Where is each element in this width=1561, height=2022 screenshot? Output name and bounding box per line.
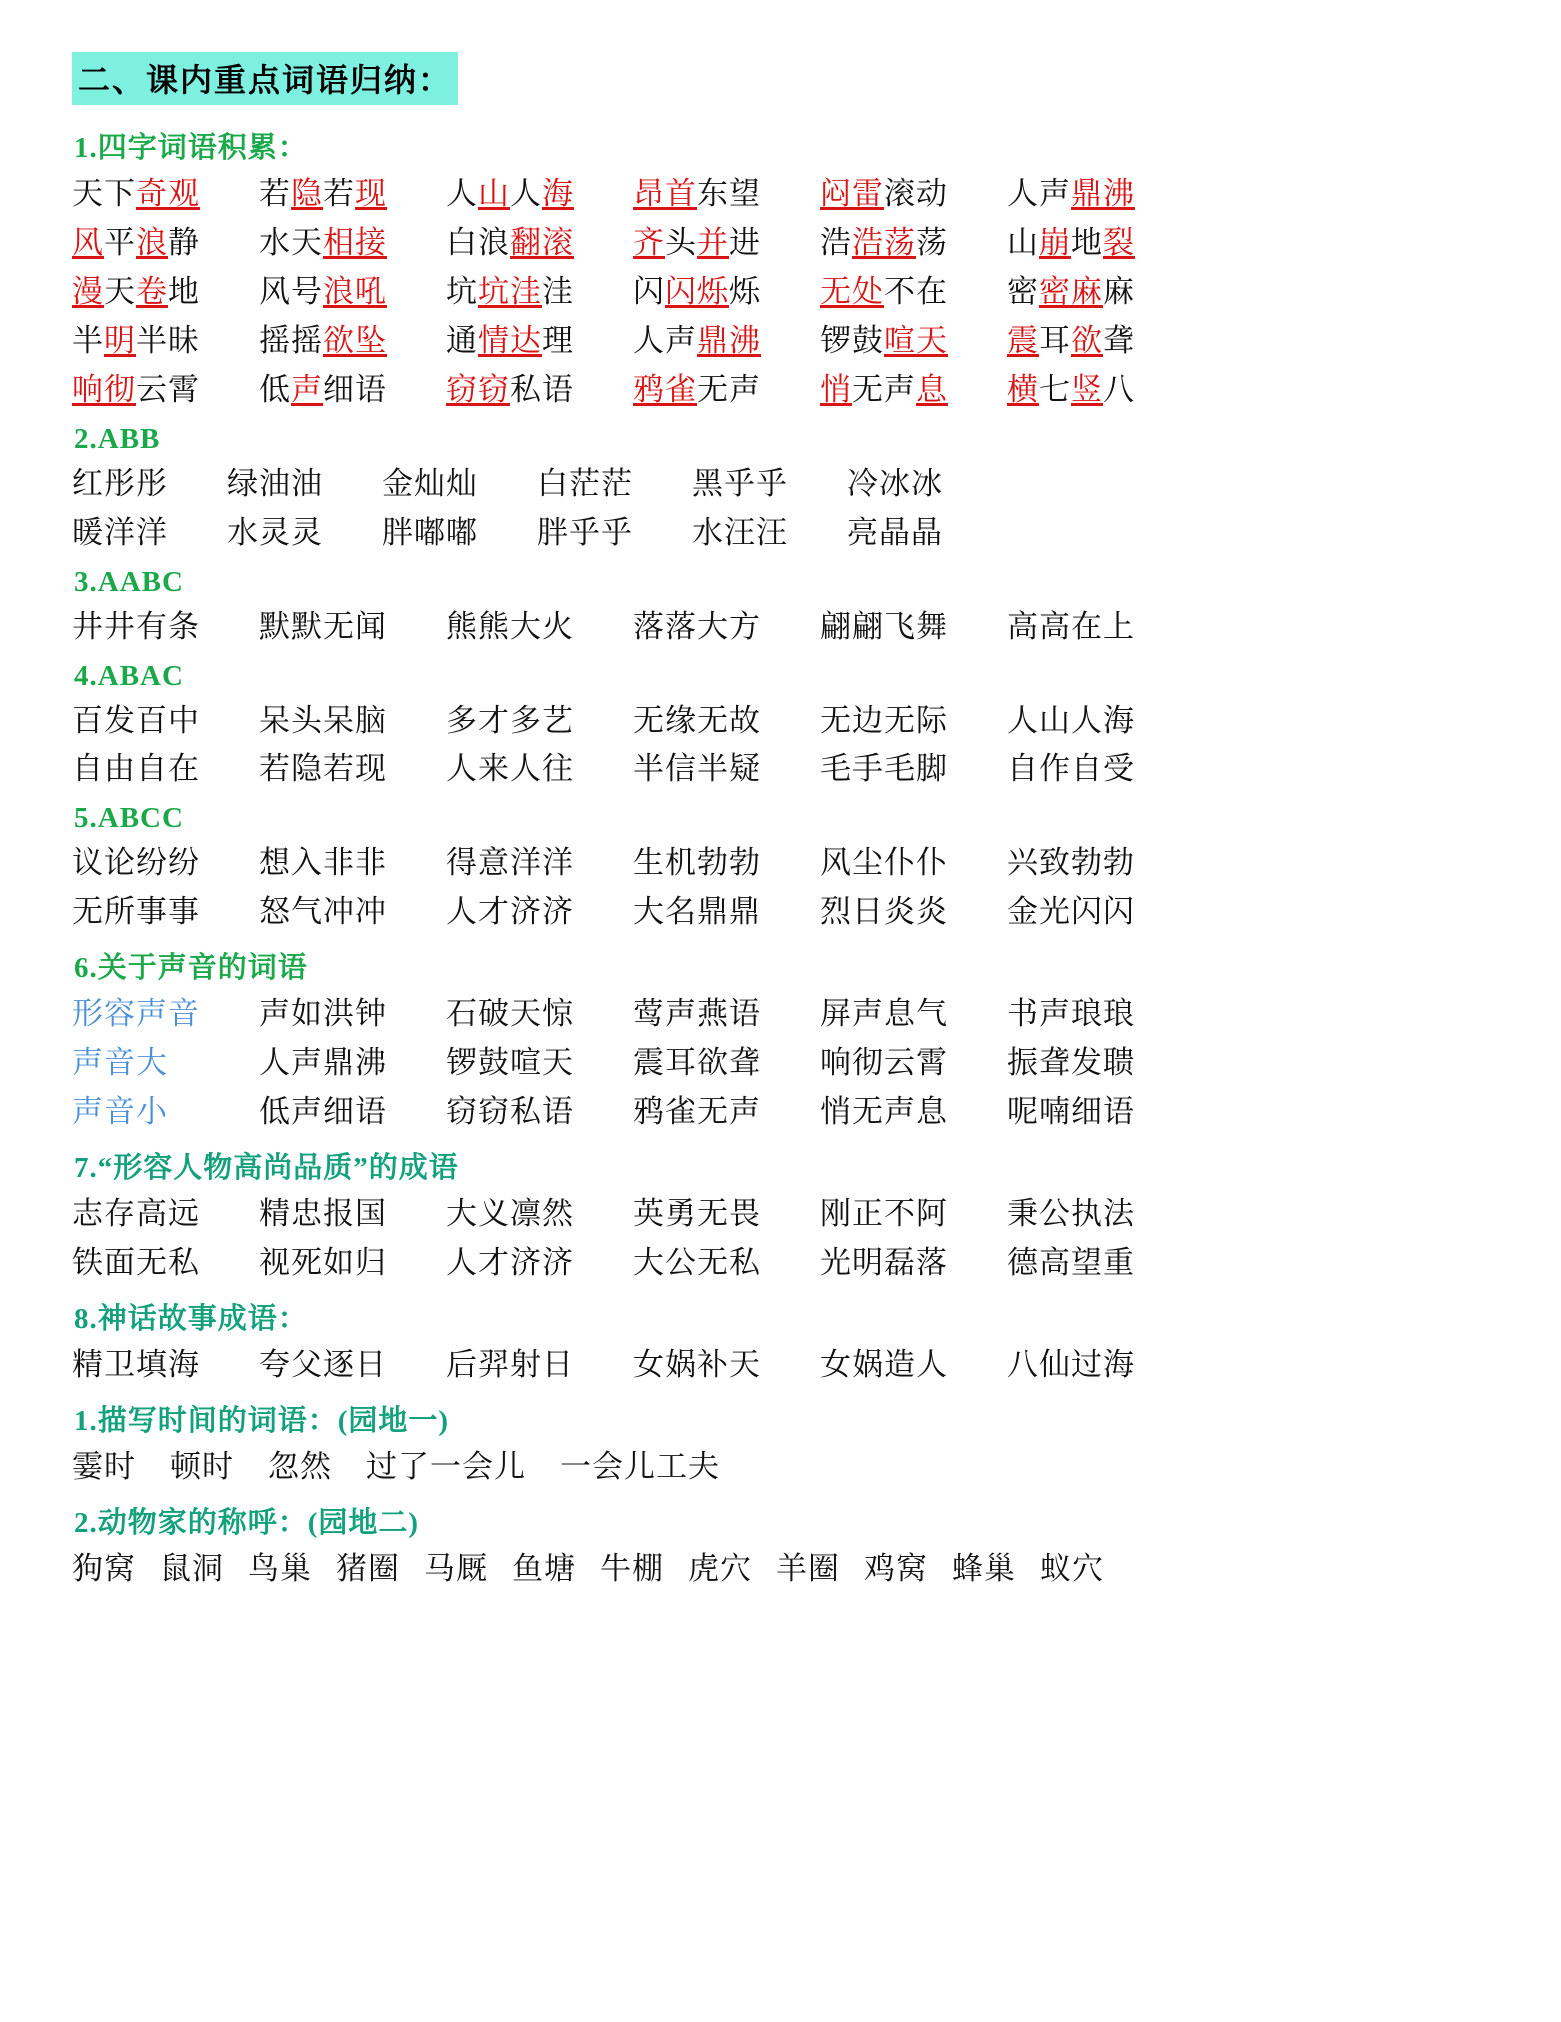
word-segment: 坑洼 — [478, 273, 542, 309]
word-segment: 锣鼓 — [820, 322, 884, 358]
word-cell — [72, 270, 259, 315]
word-cell: 刚正不阿 — [820, 1196, 948, 1232]
word-segment: 闪烁 — [665, 273, 729, 309]
word-cell: 窃窃私语 — [446, 1094, 574, 1130]
section-heading-8: 8.神话故事成语： — [74, 1302, 308, 1335]
word-segment: 竖 — [1071, 371, 1103, 407]
word-segment: 摇摇 — [259, 322, 323, 358]
word-cell: 呆头呆脑 — [259, 702, 387, 738]
word-cell: 怒气冲冲 — [259, 894, 387, 930]
word-cell: 书声琅琅 — [1007, 996, 1135, 1032]
word-cell: 顿时 — [170, 1448, 234, 1484]
word-cell: 屏声息气 — [820, 996, 948, 1032]
word-segment: 天下 — [72, 176, 136, 211]
word-segment: 云霄 — [136, 371, 200, 407]
word-segment: 无声 — [697, 371, 761, 407]
word-cell: 响彻云霄 — [820, 1045, 948, 1081]
word-cell: 莺声燕语 — [633, 996, 761, 1032]
word-segment: 鼎沸 — [1071, 176, 1135, 211]
word-segment: 私语 — [510, 371, 574, 407]
word-segment: 海 — [542, 176, 574, 211]
word-segment: 闷雷 — [820, 176, 884, 211]
word-cell: 震耳欲聋 — [633, 1045, 761, 1081]
section-heading-5: 5.ABCC — [74, 802, 184, 835]
word-segment: 荡 — [916, 224, 948, 260]
word-segment: 翻滚 — [510, 224, 574, 260]
word-segment: 耳 — [1039, 322, 1071, 358]
section-body-4 — [72, 699, 1489, 793]
word-cell: 八仙过海 — [1007, 1346, 1135, 1382]
word-cell — [259, 172, 446, 217]
word-cell: 振聋发聩 — [1007, 1045, 1135, 1081]
word-cell: 井井有条 — [72, 608, 200, 644]
word-cell: 精忠报国 — [259, 1196, 387, 1232]
word-cell — [72, 368, 259, 413]
word-segment: 静 — [168, 224, 200, 260]
section-body-1 — [72, 172, 1489, 413]
word-cell: 蚁穴 — [1040, 1550, 1104, 1586]
word-segment: 裂 — [1103, 224, 1135, 260]
word-cell — [633, 221, 820, 266]
word-segment: 不在 — [884, 273, 948, 309]
word-segment: 响彻 — [72, 371, 136, 407]
word-cell: 视死如归 — [259, 1245, 387, 1280]
word-row — [72, 462, 1489, 507]
word-cell — [1007, 368, 1194, 413]
word-segment: 半 — [72, 322, 104, 358]
word-cell: 胖嘟嘟 — [382, 514, 478, 550]
word-cell: 蜂巢 — [952, 1550, 1016, 1586]
word-cell: 多才多艺 — [446, 702, 574, 738]
word-segment: 昧 — [168, 322, 200, 358]
word-cell: 大公无私 — [633, 1245, 761, 1280]
word-row — [72, 890, 1489, 935]
word-cell: 自作自受 — [1007, 751, 1135, 787]
word-segment: 山 — [1007, 224, 1039, 260]
word-segment: 窃窃 — [446, 371, 510, 407]
word-cell: 落落大方 — [633, 608, 761, 644]
word-segment: 横 — [1007, 371, 1039, 407]
word-segment: 地 — [168, 273, 200, 309]
word-segment: 悄 — [820, 371, 852, 407]
word-row — [72, 699, 1489, 744]
word-cell: 亮晶晶 — [847, 514, 943, 550]
word-cell: 大义凛然 — [446, 1196, 574, 1232]
word-cell: 女娲补天 — [633, 1346, 761, 1382]
word-row — [72, 1192, 1489, 1237]
page-title: 二、课内重点词语归纳： — [72, 52, 458, 105]
word-cell: 鱼塘 — [512, 1550, 576, 1586]
word-segment: 无处 — [820, 273, 884, 309]
word-segment: 漫 — [72, 273, 104, 309]
word-cell: 一会儿工夫 — [560, 1448, 720, 1484]
word-cell: 锣鼓喧天 — [446, 1045, 574, 1081]
word-segment: 奇观 — [136, 176, 200, 211]
word-segment: 明 — [104, 322, 136, 358]
word-cell — [72, 221, 259, 266]
word-segment: 喧天 — [884, 322, 948, 358]
word-cell: 风尘仆仆 — [820, 845, 948, 881]
word-cell — [446, 221, 633, 266]
section-heading-9: 1.描写时间的词语：(园地一) — [74, 1404, 450, 1437]
word-cell — [633, 319, 820, 364]
word-cell — [820, 368, 1007, 413]
word-cell: 自由自在 — [72, 751, 200, 787]
word-cell: 女娲造人 — [820, 1346, 948, 1382]
word-cell: 铁面无私 — [72, 1245, 200, 1280]
word-cell: 声如洪钟 — [259, 996, 387, 1032]
word-cell: 虎穴 — [688, 1550, 752, 1586]
word-segment: 通 — [446, 322, 478, 358]
word-row — [72, 1090, 1489, 1135]
word-cell — [820, 270, 1007, 315]
word-segment: 麻 — [1103, 273, 1135, 309]
word-cell — [446, 172, 633, 217]
word-segment: 山 — [478, 176, 510, 211]
word-row — [72, 270, 1489, 315]
word-segment: 声 — [291, 371, 323, 407]
word-cell — [1007, 221, 1194, 266]
word-cell — [259, 270, 446, 315]
word-cell: 熊熊大火 — [446, 608, 574, 644]
word-segment: 人声 — [1007, 176, 1071, 211]
section-body-3 — [72, 605, 1489, 650]
word-segment: 并 — [697, 224, 729, 260]
word-segment: 息 — [916, 371, 948, 407]
word-segment: 人 — [446, 176, 478, 211]
word-segment: 昂首 — [633, 176, 697, 211]
word-cell — [1007, 270, 1194, 315]
word-segment: 隐 — [291, 176, 323, 211]
word-segment: 烁 — [729, 273, 761, 309]
word-segment: 闪 — [633, 273, 665, 309]
word-cell: 高高在上 — [1007, 608, 1135, 644]
word-segment: 头 — [665, 224, 697, 260]
word-segment: 浪 — [136, 224, 168, 260]
word-cell: 得意洋洋 — [446, 845, 574, 881]
word-cell: 悄无声息 — [820, 1094, 948, 1130]
word-segment: 卷 — [136, 273, 168, 309]
word-segment: 平 — [104, 224, 136, 260]
word-cell — [820, 319, 1007, 364]
word-cell: 金灿灿 — [382, 465, 478, 501]
word-cell: 暖洋洋 — [72, 514, 168, 550]
word-cell: 光明磊落 — [820, 1245, 948, 1280]
word-segment: 若 — [259, 176, 291, 211]
word-cell: 兴致勃勃 — [1007, 845, 1135, 881]
word-segment: 聋 — [1103, 322, 1135, 358]
word-row — [72, 992, 1489, 1037]
word-segment: 浩 — [820, 224, 852, 260]
section-body-9 — [72, 1445, 1489, 1490]
word-cell: 无所事事 — [72, 894, 200, 930]
word-cell: 毛手毛脚 — [820, 751, 948, 787]
word-cell: 半信半疑 — [633, 751, 761, 787]
word-cell — [446, 270, 633, 315]
word-row — [72, 1547, 1489, 1592]
word-segment: 现 — [355, 176, 387, 211]
section-heading-10: 2.动物家的称呼：(园地二) — [74, 1506, 420, 1539]
word-row — [72, 1241, 1489, 1286]
word-segment: 欲 — [1071, 322, 1103, 358]
word-cell — [446, 368, 633, 413]
section-body-10 — [72, 1547, 1489, 1592]
word-cell: 夸父逐日 — [259, 1346, 387, 1382]
section-body-2 — [72, 462, 1489, 556]
word-cell: 胖乎乎 — [537, 514, 633, 550]
word-segment: 进 — [729, 224, 761, 260]
section-body-5 — [72, 841, 1489, 935]
word-cell: 议论纷纷 — [72, 845, 200, 881]
sound-category-label: 声音小 — [72, 1094, 168, 1130]
word-cell: 翩翩飞舞 — [820, 608, 948, 644]
word-cell — [633, 270, 820, 315]
word-segment: 半 — [136, 322, 168, 358]
word-cell: 石破天惊 — [446, 996, 574, 1032]
sound-category-label: 声音大 — [72, 1045, 168, 1081]
word-cell: 无缘无故 — [633, 702, 761, 738]
word-cell: 水汪汪 — [692, 514, 788, 550]
word-segment: 滚动 — [884, 176, 948, 211]
word-cell: 低声细语 — [259, 1094, 387, 1130]
word-cell: 烈日炎炎 — [820, 894, 948, 930]
word-cell — [446, 319, 633, 364]
word-cell: 秉公执法 — [1007, 1196, 1135, 1232]
word-row — [72, 841, 1489, 886]
word-cell: 若隐若现 — [259, 751, 387, 787]
word-cell — [820, 172, 1007, 217]
word-cell: 霎时 — [72, 1448, 136, 1484]
word-row — [72, 368, 1489, 413]
word-cell: 鸦雀无声 — [633, 1094, 761, 1130]
section-heading-3: 3.AABC — [74, 565, 184, 598]
word-cell: 绿油油 — [227, 465, 323, 501]
word-segment: 若 — [323, 176, 355, 211]
word-segment: 地 — [1071, 224, 1103, 260]
word-segment: 七 — [1039, 371, 1071, 407]
word-row — [72, 172, 1489, 217]
word-segment: 风 — [72, 224, 104, 260]
word-row — [72, 221, 1489, 266]
word-row — [72, 1343, 1489, 1388]
word-segment: 天 — [104, 273, 136, 309]
word-cell: 人山人海 — [1007, 702, 1135, 738]
word-cell — [259, 319, 446, 364]
word-cell: 牛棚 — [600, 1550, 664, 1586]
section-heading-4: 4.ABAC — [74, 659, 184, 692]
word-cell: 德高望重 — [1007, 1245, 1135, 1280]
word-cell: 想入非非 — [259, 845, 387, 881]
word-cell — [72, 319, 259, 364]
word-cell: 人来人往 — [446, 751, 574, 787]
word-segment: 达 — [510, 322, 542, 358]
word-cell: 无边无际 — [820, 702, 948, 738]
word-cell: 人才济济 — [446, 1245, 574, 1280]
word-segment: 水天 — [259, 224, 323, 260]
word-segment: 八 — [1103, 371, 1135, 407]
word-cell: 马厩 — [424, 1550, 488, 1586]
word-cell — [820, 221, 1007, 266]
word-segment: 理 — [542, 322, 574, 358]
section-heading-1: 1.四字词语积累： — [74, 132, 308, 164]
word-cell: 水灵灵 — [227, 514, 323, 550]
word-segment: 坑 — [446, 273, 478, 309]
word-segment: 相接 — [323, 224, 387, 260]
word-cell — [259, 221, 446, 266]
word-cell: 红彤彤 — [72, 465, 168, 501]
word-segment: 东望 — [697, 176, 761, 211]
word-cell: 英勇无畏 — [633, 1196, 761, 1232]
word-segment: 人声 — [633, 322, 697, 358]
word-segment: 鸦雀 — [633, 371, 697, 407]
word-segment: 齐 — [633, 224, 665, 260]
word-segment: 崩 — [1039, 224, 1071, 260]
section-body-7 — [72, 1192, 1489, 1286]
word-cell: 生机勃勃 — [633, 845, 761, 881]
word-segment: 人 — [510, 176, 542, 211]
section-heading-7: 7.“形容人物高尚品质”的成语 — [74, 1152, 459, 1185]
word-segment: 震 — [1007, 322, 1039, 358]
word-cell: 鸡窝 — [864, 1550, 928, 1586]
word-cell — [633, 368, 820, 413]
word-cell: 黑乎乎 — [692, 465, 788, 501]
word-cell: 后羿射日 — [446, 1346, 574, 1382]
word-segment: 无声 — [852, 371, 916, 407]
word-segment: 细语 — [323, 371, 387, 407]
word-row — [72, 1445, 1489, 1490]
word-cell: 白茫茫 — [537, 465, 633, 501]
word-cell: 金光闪闪 — [1007, 894, 1135, 930]
word-segment: 密麻 — [1039, 273, 1103, 309]
word-cell — [72, 172, 259, 217]
word-cell: 猪圈 — [336, 1550, 400, 1586]
word-cell — [633, 172, 820, 217]
word-cell: 过了一会儿 — [366, 1448, 526, 1484]
word-segment: 浩荡 — [852, 224, 916, 260]
word-segment: 洼 — [542, 273, 574, 309]
sound-category-label: 形容声音 — [72, 996, 200, 1032]
word-segment: 白浪 — [446, 224, 510, 260]
word-segment: 密 — [1007, 273, 1039, 309]
word-row — [72, 511, 1489, 556]
word-cell: 呢喃细语 — [1007, 1094, 1135, 1130]
word-cell — [259, 368, 446, 413]
word-segment: 风号 — [259, 273, 323, 309]
word-cell: 大名鼎鼎 — [633, 894, 761, 930]
word-row — [72, 1041, 1489, 1086]
word-cell: 忽然 — [268, 1448, 332, 1484]
word-segment: 情 — [478, 322, 510, 358]
word-segment: 欲坠 — [323, 322, 387, 358]
word-cell: 鼠洞 — [160, 1550, 224, 1586]
word-cell — [1007, 172, 1194, 217]
word-segment: 低 — [259, 371, 291, 407]
section-body-8 — [72, 1343, 1489, 1388]
word-cell: 人声鼎沸 — [259, 1045, 387, 1081]
word-row — [72, 605, 1489, 650]
word-cell: 狗窝 — [72, 1550, 136, 1586]
word-row — [72, 747, 1489, 792]
word-row — [72, 319, 1489, 364]
section-body-6 — [72, 992, 1489, 1135]
word-cell: 默默无闻 — [259, 608, 387, 644]
word-cell: 鸟巢 — [248, 1550, 312, 1586]
word-cell: 羊圈 — [776, 1550, 840, 1586]
word-cell: 志存高远 — [72, 1196, 200, 1232]
word-segment: 鼎沸 — [697, 322, 761, 358]
word-cell: 人才济济 — [446, 894, 574, 930]
word-segment: 浪吼 — [323, 273, 387, 309]
section-heading-2: 2.ABB — [74, 422, 161, 455]
section-heading-6: 6.关于声音的词语 — [74, 952, 308, 985]
word-cell: 精卫填海 — [72, 1346, 200, 1382]
word-cell: 冷冰冰 — [847, 465, 943, 501]
word-cell: 百发百中 — [72, 702, 200, 738]
word-cell — [1007, 319, 1194, 364]
